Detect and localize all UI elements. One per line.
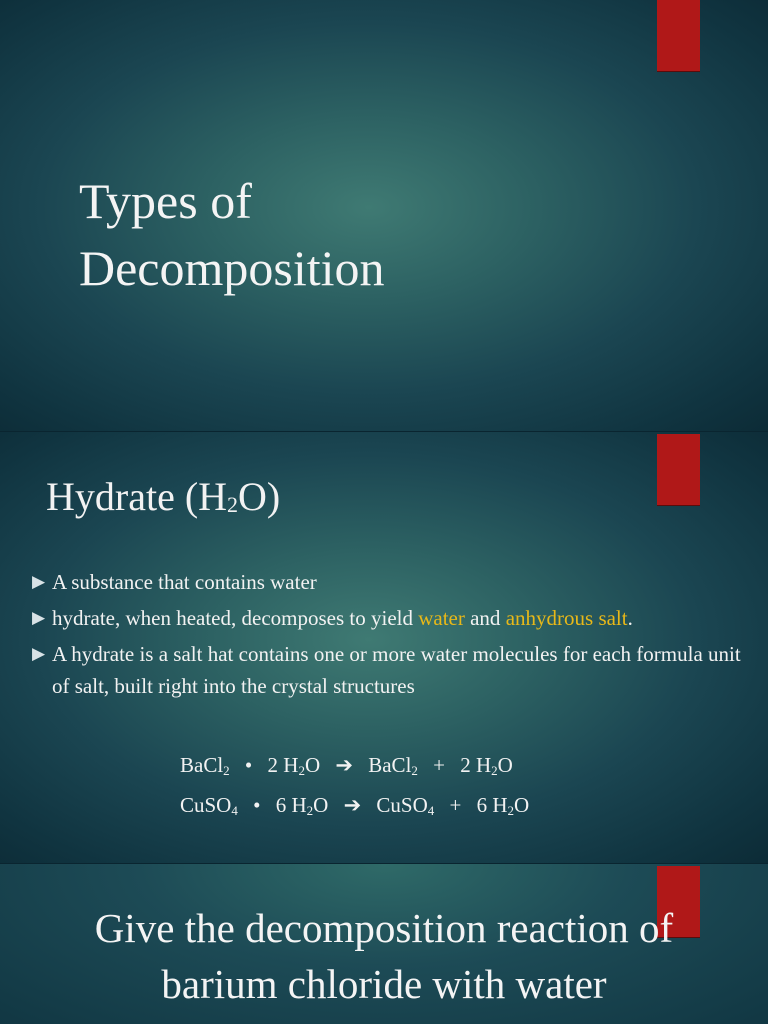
slide-1 xyxy=(0,0,768,432)
eq-plus: + xyxy=(449,793,462,817)
list-item xyxy=(32,566,744,598)
highlight-salt: salt xyxy=(598,606,628,630)
bullet-text: . xyxy=(627,606,633,630)
bullet-text: A substance that contains water xyxy=(52,570,317,594)
eq-term: 6 H xyxy=(476,793,508,817)
eq-subscript: 2 xyxy=(298,763,305,778)
eq-term: BaCl xyxy=(368,753,412,777)
bullet-text: A hydrate is a salt hat contains one or more water molecules for each formula unit of salt, built right into the crystal structures xyxy=(52,642,741,698)
triangle-bullet-icon: ▶ xyxy=(32,644,46,663)
title-text: Hydrate (H xyxy=(46,474,228,519)
question-line-2: barium chloride with water xyxy=(161,961,607,1007)
question-line-1: Give the decomposition reaction of xyxy=(94,905,674,951)
eq-term: O xyxy=(304,753,321,777)
eq-dot: • xyxy=(244,753,253,777)
eq-plus: + xyxy=(433,753,445,777)
eq-term: O xyxy=(514,793,530,817)
slide-1-accent-tab xyxy=(657,0,700,71)
eq-term: 2 H xyxy=(267,753,299,777)
highlight-anhydrous: anhydrous xyxy=(505,606,594,630)
reaction-arrow-icon: ➔ xyxy=(343,793,362,817)
title-line-2: Decomposition xyxy=(79,240,385,296)
eq-term: 6 H xyxy=(275,793,307,817)
equation-1 xyxy=(180,750,513,786)
eq-subscript: 2 xyxy=(491,763,498,778)
bullet-text: and xyxy=(464,606,506,630)
triangle-bullet-icon: ▶ xyxy=(32,608,46,627)
eq-subscript: 4 xyxy=(231,803,238,818)
equation-2 xyxy=(180,790,529,826)
eq-dot: • xyxy=(253,793,261,817)
reaction-arrow-icon: ➔ xyxy=(335,753,353,777)
list-item xyxy=(32,638,744,702)
eq-term: CuSO xyxy=(376,793,428,817)
eq-subscript: 2 xyxy=(507,803,515,818)
slide-2-accent-tab xyxy=(657,434,700,505)
slide-3-question xyxy=(0,900,768,1012)
list-item xyxy=(32,602,744,634)
triangle-bullet-icon: ▶ xyxy=(32,572,46,591)
title-subscript: 2 xyxy=(227,492,239,517)
bullet-list xyxy=(32,566,744,706)
bullet-text: hydrate, when heated, decomposes to yield xyxy=(52,606,419,630)
eq-term: O xyxy=(313,793,329,817)
highlight-water: water xyxy=(418,606,465,630)
slide-2-title xyxy=(46,473,280,529)
eq-subscript: 4 xyxy=(427,803,435,818)
title-line-1: Types of xyxy=(79,173,252,229)
title-text-end: O) xyxy=(238,474,281,519)
eq-subscript: 2 xyxy=(306,803,314,818)
eq-subscript: 2 xyxy=(411,763,418,778)
eq-term: CuSO xyxy=(180,793,232,817)
eq-term: BaCl xyxy=(180,753,224,777)
slide-1-title xyxy=(79,168,385,302)
eq-term: O xyxy=(497,753,513,777)
eq-term: 2 H xyxy=(460,753,492,777)
eq-subscript: 2 xyxy=(223,763,230,778)
